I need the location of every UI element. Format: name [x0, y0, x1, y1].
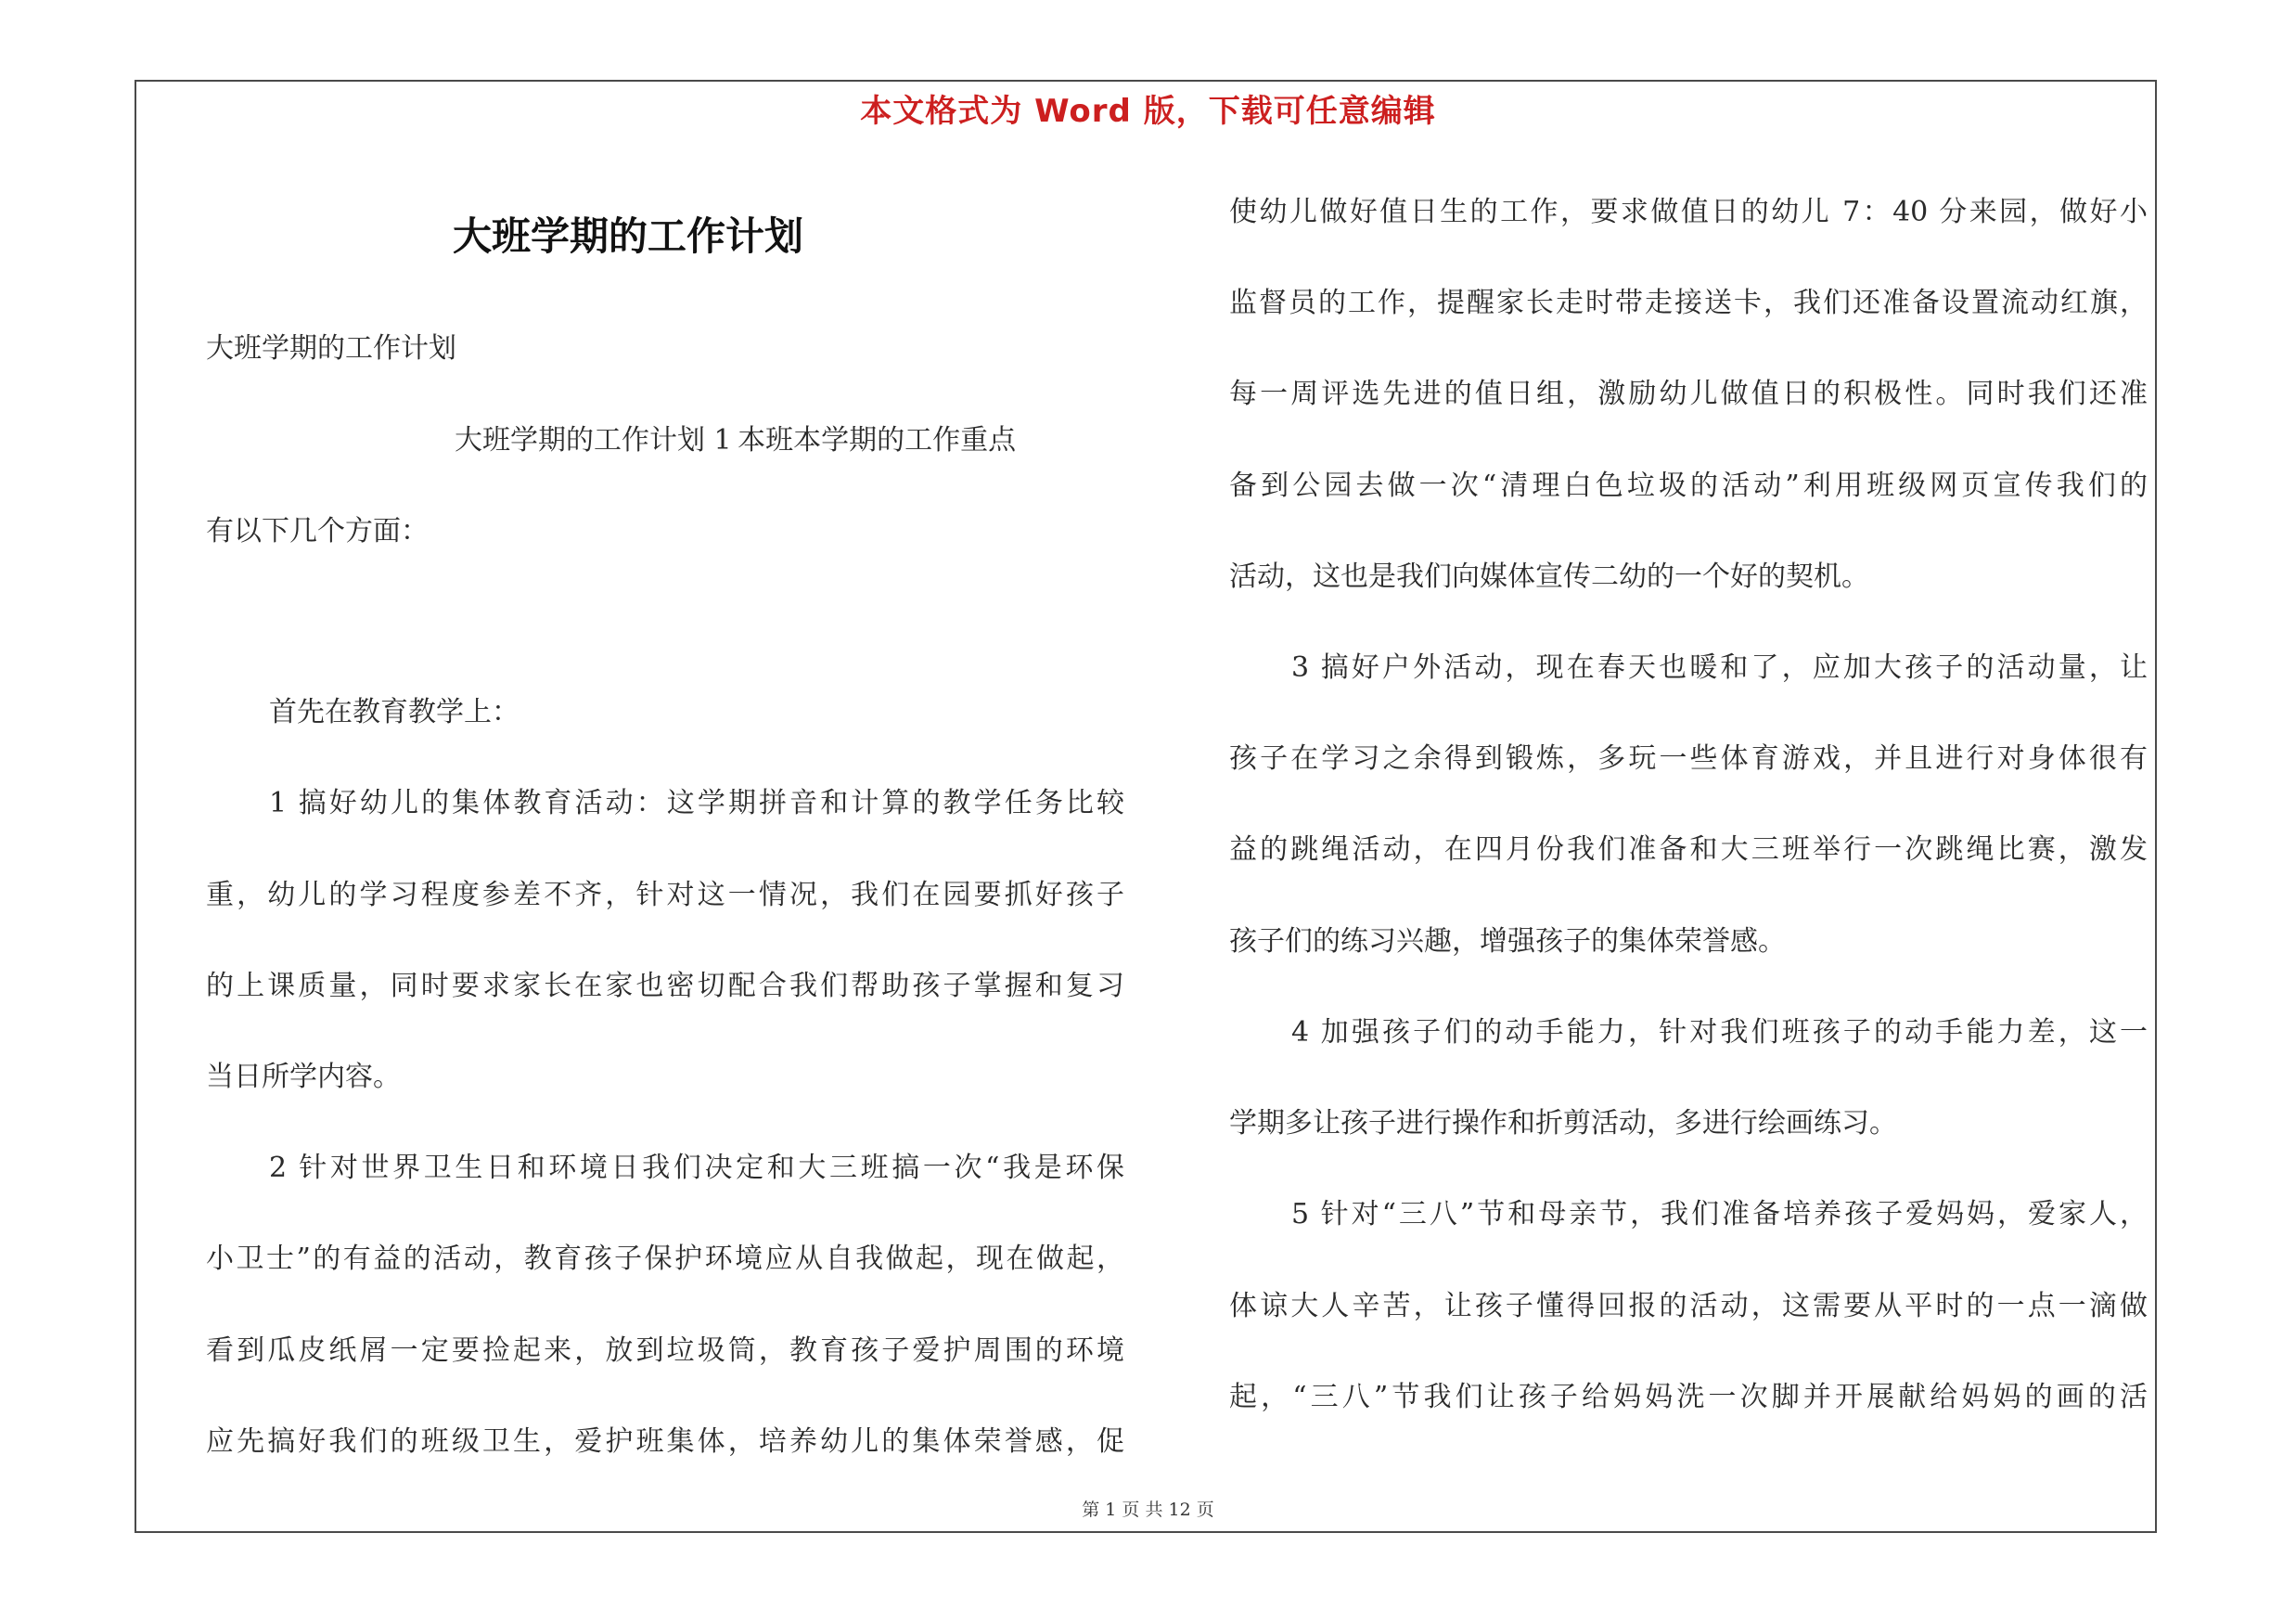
right-line: 活动，这也是我们向媒体宣传二幼的一个好的契机。: [1229, 560, 1869, 593]
right-line: 监督员的工作，提醒家长走时带走接送卡，我们还准备设置流动红旗，: [1229, 287, 2148, 319]
right-line: 起，“三八”节我们让孩子给妈妈洗一次脚并开展献给妈妈的画的活: [1229, 1381, 2148, 1413]
left-line: 首先在教育教学上：: [269, 696, 519, 728]
right-line: 益的跳绳活动，在四月份我们准备和大三班举行一次跳绳比赛，激发: [1229, 833, 2148, 866]
right-line: 孩子在学习之余得到锻炼，多玩一些体育游戏，并且进行对身体很有: [1229, 742, 2148, 775]
left-line: 当日所学内容。: [206, 1061, 401, 1093]
left-line: 看到瓜皮纸屑一定要捡起来，放到垃圾筒，教育孩子爱护周围的环境: [206, 1334, 1124, 1367]
right-line: 体谅大人辛苦，让孩子懂得回报的活动，这需要从平时的一点一滴做: [1229, 1290, 2148, 1322]
left-line: 重，幼儿的学习程度参差不齐，针对这一情况，我们在园要抓好孩子: [206, 879, 1124, 911]
right-line: 使幼儿做好值日生的工作，要求做值日的幼儿 7：40 分来园，做好小: [1229, 196, 2148, 228]
left-line: 有以下几个方面：: [206, 515, 429, 547]
right-line: 学期多让孩子进行操作和折剪活动，多进行绘画练习。: [1229, 1107, 1897, 1140]
left-line: 的上课质量，同时要求家长在家也密切配合我们帮助孩子掌握和复习: [206, 970, 1124, 1002]
right-line: 4 加强孩子们的动手能力，针对我们班孩子的动手能力差，这一: [1291, 1016, 2148, 1049]
right-line: 3 搞好户外活动，现在春天也暖和了，应加大孩子的活动量，让: [1291, 651, 2148, 684]
format-banner: 本文格式为 Word 版，下载可任意编辑: [860, 93, 1436, 130]
left-line: 大班学期的工作计划 1 本班本学期的工作重点: [455, 424, 1017, 457]
right-line: 5 针对“三八”节和母亲节，我们准备培养孩子爱妈妈，爱家人，: [1291, 1198, 2148, 1230]
left-line: 2 针对世界卫生日和环境日我们决定和大三班搞一次“我是环保: [269, 1152, 1124, 1184]
left-line: 大班学期的工作计划: [206, 332, 456, 365]
right-line: 备到公园去做一次“清理白色垃圾的活动”利用班级网页宣传我们的: [1229, 470, 2148, 502]
document-title: 大班学期的工作计划: [452, 213, 803, 259]
left-line: 小卫士”的有益的活动，教育孩子保护环境应从自我做起，现在做起，: [206, 1243, 1124, 1275]
left-line: 应先搞好我们的班级卫生，爱护班集体，培养幼儿的集体荣誉感，促: [206, 1425, 1124, 1458]
right-line: 孩子们的练习兴趣，增强孩子的集体荣誉感。: [1229, 925, 1786, 958]
right-line: 每一周评选先进的值日组，激励幼儿做值日的积极性。同时我们还准: [1229, 378, 2148, 410]
page-number: 第 1 页 共 12 页: [1082, 1500, 1214, 1520]
left-line: 1 搞好幼儿的集体教育活动：这学期拼音和计算的教学任务比较: [269, 787, 1124, 819]
